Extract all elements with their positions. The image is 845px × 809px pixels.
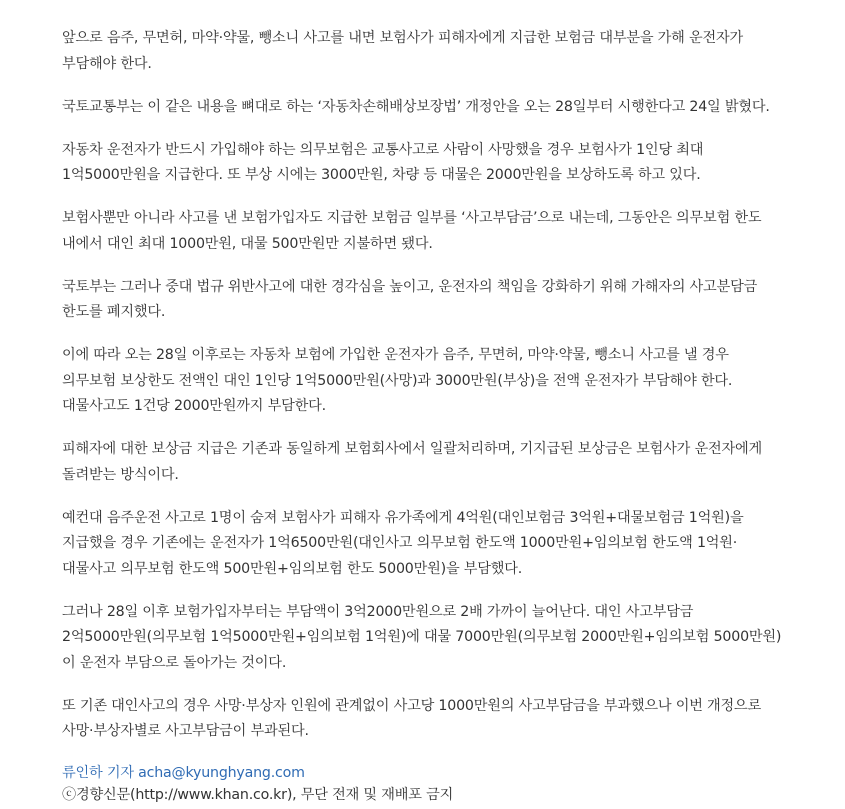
article-paragraph: 보험사뿐만 아니라 사고를 낸 보험가입자도 지급한 보험금 일부를 ‘사고부담금’으로 내는데, 그동안은 의무보험 한도 내에서 대인 최대 1000만원, 대물 500만원만 지불하면 됐다. — [62, 210, 762, 252]
article-paragraph: 피해자에 대한 보상금 지급은 기존과 동일하게 보험회사에서 일괄처리하며, 기지급된 보상금은 보험사가 운전자에게 돌려받는 방식이다. — [62, 441, 762, 483]
article-paragraph: 자동차 운전자가 반드시 가입해야 하는 의무보험은 교통사고로 사람이 사망했을 경우 보험사가 1인당 최대 1억5000만원을 지급한다. 또 부상 시에는 3000만원, 차량 등 대물은 2000만원을 보상하도록 하고 있다. — [62, 141, 704, 183]
copyright-notice — [62, 784, 782, 806]
source-url-link[interactable]: http://www.khan.co.kr — [135, 787, 287, 803]
reporter-email-link[interactable]: acha@kyunghyang.com — [138, 765, 305, 781]
article-paragraph: 또 기존 대인사고의 경우 사망·부상자 인원에 관계없이 사고당 1000만원의 사고부담금을 부과했으나 이번 개정으로 사망·부상자별로 사고부담금이 부과된다. — [62, 697, 762, 739]
article-paragraph: 예컨대 음주운전 사고로 1명이 숨져 보험사가 피해자 유가족에게 4억원(대인보험금 3억원+대물보험금 1억원)을 지급했을 경우 기존에는 운전자가 1억6500만원(대인사고 의무보험 한도액 1000만원+임의보험 한도액 1억원·대물사고 의무보험 한도액 500만원+임의보험 한도 5000만원)을 부담했다. — [62, 509, 744, 577]
article-paragraph: 국토부는 그러나 중대 법규 위반사고에 대한 경각심을 높이고, 운전자의 책임을 강화하기 위해 가해자의 사고분담금 한도를 폐지했다. — [62, 278, 758, 320]
article-body — [62, 26, 782, 806]
article-paragraph: 앞으로 음주, 무면허, 마약·약물, 뺑소니 사고를 내면 보험사가 피해자에게 지급한 보험금 대부분을 가해 운전자가 부담해야 한다. — [62, 30, 744, 72]
article-paragraph: 이에 따라 오는 28일 이후로는 자동차 보험에 가입한 운전자가 음주, 무면허, 마약·약물, 뺑소니 사고를 낼 경우 의무보험 보상한도 전액인 대인 1인당 1억5000만원(사망)과 3000만원(부상)을 전액 운전자가 부담해야 한다. 대물사고도 1건당 2000만원까지 부담한다. — [62, 347, 733, 414]
reporter-line — [62, 762, 782, 784]
article-byline — [62, 762, 782, 806]
reporter-name: 류인하 기자 — [62, 765, 134, 781]
copyright-suffix: ), 무단 전재 및 재배포 금지 — [286, 787, 454, 803]
article-paragraph: 그러나 28일 이후 보험가입자부터는 부담액이 3억2000만원으로 2배 가까이 늘어난다. 대인 사고부담금 2억5000만원(의무보험 1억5000만원+임의보험 1억원)에 대물 7000만원(의무보험 2000만원+임의보험 5000만원)이 운전자 부담으로 돌아가는 것이다. — [62, 603, 782, 671]
copyright-prefix: ⓒ경향신문( — [62, 787, 136, 803]
article-paragraph: 국토교통부는 이 같은 내용을 뼈대로 하는 ‘자동차손해배상보장법’ 개정안을 오는 28일부터 시행한다고 24일 밝혔다. — [62, 98, 770, 115]
